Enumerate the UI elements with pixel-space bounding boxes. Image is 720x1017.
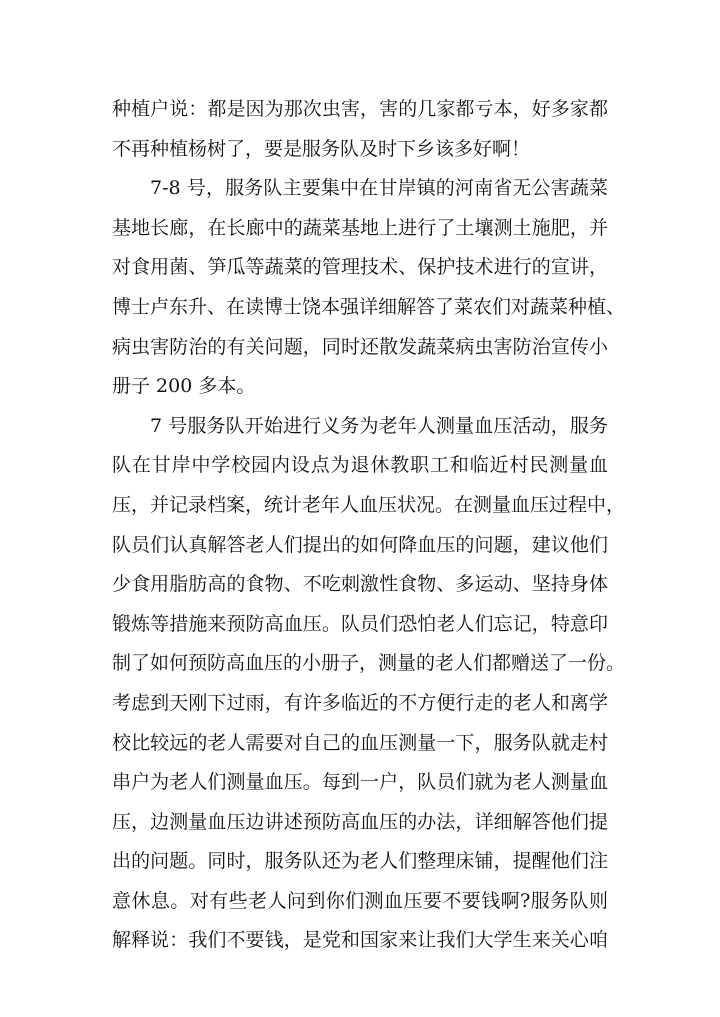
- text-line: 制了如何预防高血压的小册子，测量的老人们都赠送了一份。: [112, 652, 626, 675]
- text-line: 队员们认真解答老人们提出的如何降血压的问题，建议他们: [112, 533, 608, 556]
- document-body: [112, 90, 626, 961]
- text-line: 压，并记录档案，统计老年人血压状况。在测量血压过程中，: [112, 493, 626, 516]
- text-line: 出的问题。同时，服务队还为老人们整理床铺，提醒他们注: [112, 850, 608, 873]
- text-line: 册子 200 多本。: [112, 375, 256, 398]
- text-line: 考虑到天刚下过雨，有许多临近的不方便行走的老人和离学: [112, 691, 608, 714]
- text-line: 校比较远的老人需要对自己的血压测量一下，服务队就走村: [112, 731, 608, 754]
- text-line: 基地长廊，在长廊中的蔬菜基地上进行了土壤测土施肥，并: [112, 216, 608, 239]
- text-line: 压，边测量血压边讲述预防高血压的办法，详细解答他们提: [112, 810, 608, 833]
- text-line: 不再种植杨树了，要是服务队及时下乡该多好啊！: [112, 137, 531, 160]
- text-line: 串户为老人们测量血压。每到一户，队员们就为老人测量血: [112, 771, 608, 794]
- text-line: 锻炼等措施来预防高血压。队员们恐怕老人们忘记，特意印: [112, 612, 608, 635]
- text-line: 7 号服务队开始进行义务为老年人测量血压活动，服务: [150, 414, 608, 437]
- text-line: 对食用菌、笋瓜等蔬菜的管理技术、保护技术进行的宣讲，: [112, 256, 608, 279]
- text-line: 病虫害防治的有关问题，同时还散发蔬菜病虫害防治宣传小: [112, 335, 608, 358]
- text-line: 队在甘岸中学校园内设点为退休教职工和临近村民测量血: [112, 454, 608, 477]
- text-line: 种植户说：都是因为那次虫害，害的几家都亏本，好多家都: [112, 98, 608, 120]
- text-line: 少食用脂肪高的食物、不吃刺激性食物、多运动、坚持身体: [112, 573, 608, 596]
- text-line: 意休息。对有些老人问到你们测血压要不要钱啊?服务队则: [112, 889, 608, 912]
- text-line: 博士卢东升、在读博士饶本强详细解答了菜农们对蔬菜种植、: [112, 295, 626, 318]
- text-line: 7-8 号，服务队主要集中在甘岸镇的河南省无公害蔬菜: [150, 177, 608, 200]
- text-line: 解释说：我们不要钱，是党和国家来让我们大学生来关心咱: [112, 929, 608, 952]
